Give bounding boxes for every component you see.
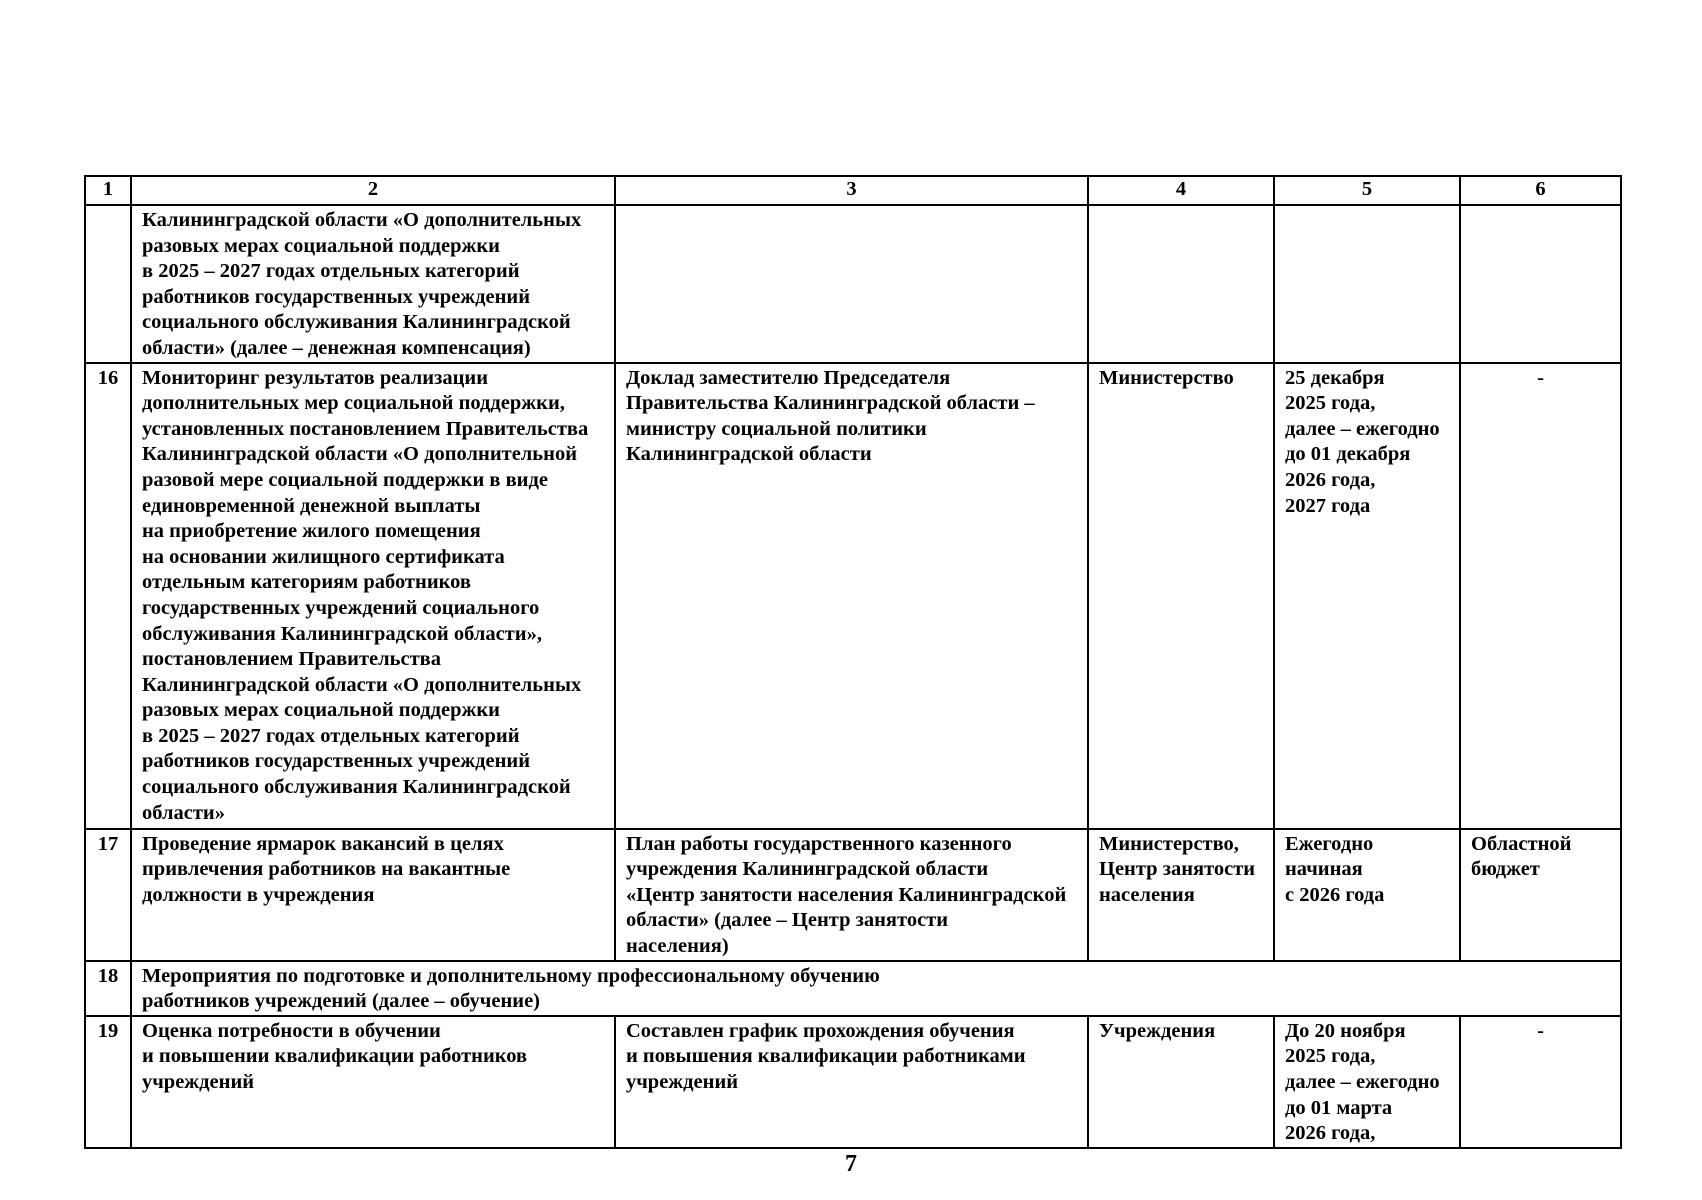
action-cell: Оценка потребности в обучении и повышении квалификации работников учреждений bbox=[131, 1016, 615, 1148]
funding-cell: Областной бюджет bbox=[1460, 829, 1621, 961]
funding-cell: - bbox=[1460, 363, 1621, 829]
responsible-cell bbox=[1088, 205, 1274, 363]
responsible-cell: Министерство, Центр занятости населения bbox=[1088, 829, 1274, 961]
row-number-cell: 16 bbox=[85, 363, 131, 829]
deadline-cell: Ежегодно начиная с 2026 года bbox=[1274, 829, 1460, 961]
deadline-cell: До 20 ноября 2025 года, далее – ежегодно до 01 марта 2026 года, bbox=[1274, 1016, 1460, 1148]
responsible-cell: Министерство bbox=[1088, 363, 1274, 829]
header-cell-3: 3 bbox=[615, 176, 1088, 205]
action-cell: Калининградской области «О дополнительных разовых мерах социальной поддержки в 2025 – 2027 годах отдельных категорий работников государственных учреждений социального обслуживания Калининградской области» (далее – денежная компенсация) bbox=[131, 205, 615, 363]
header-cell-6: 6 bbox=[1460, 176, 1621, 205]
plan-table bbox=[84, 175, 1622, 1149]
action-cell: Проведение ярмарок вакансий в целях привлечения работников на вакантные должности в учреждения bbox=[131, 829, 615, 961]
table-row-17 bbox=[85, 829, 1621, 961]
deadline-cell bbox=[1274, 205, 1460, 363]
row-number-cell: 18 bbox=[85, 961, 131, 1016]
table-row-18 bbox=[85, 961, 1621, 1016]
table-header-row bbox=[85, 176, 1621, 205]
result-cell: Доклад заместителю Председателя Правительства Калининградской области – министру социальной политики Калининградской области bbox=[615, 363, 1088, 829]
row-number-cell: 17 bbox=[85, 829, 131, 961]
funding-cell bbox=[1460, 205, 1621, 363]
page-number: 7 bbox=[845, 1151, 857, 1177]
funding-cell: - bbox=[1460, 1016, 1621, 1148]
section-heading-cell: Мероприятия по подготовке и дополнительному профессиональному обучению работников учреждений (далее – обучение) bbox=[131, 961, 1621, 1016]
result-cell bbox=[615, 205, 1088, 363]
row-number-cell bbox=[85, 205, 131, 363]
table-row-16 bbox=[85, 363, 1621, 829]
deadline-cell: 25 декабря 2025 года, далее – ежегодно до 01 декабря 2026 года, 2027 года bbox=[1274, 363, 1460, 829]
result-cell: План работы государственного казенного учреждения Калининградской области «Центр занятости населения Калининградской области» (далее – Центр занятости населения) bbox=[615, 829, 1088, 961]
table-row-continued bbox=[85, 205, 1621, 363]
header-cell-5: 5 bbox=[1274, 176, 1460, 205]
header-cell-4: 4 bbox=[1088, 176, 1274, 205]
header-cell-2: 2 bbox=[131, 176, 615, 205]
table-row-19 bbox=[85, 1016, 1621, 1148]
action-cell: Мониторинг результатов реализации дополнительных мер социальной поддержки, установленных постановлением Правительства Калининградской области «О дополнительной разовой мере социальной поддержки в виде единовременной денежной выплаты на приобретение жилого помещения на основании жилищного сертификата отдельным категориям работников государственных учреждений социального обслуживания Калининградской области», постановлением Правительства Калининградской области «О дополнительных разовых мерах социальной поддержки в 2025 – 2027 годах отдельных категорий работников государственных учреждений социального обслуживания Калининградской области» bbox=[131, 363, 615, 829]
row-number-cell: 19 bbox=[85, 1016, 131, 1148]
header-cell-1: 1 bbox=[85, 176, 131, 205]
result-cell: Составлен график прохождения обучения и повышения квалификации работниками учреждений bbox=[615, 1016, 1088, 1148]
responsible-cell: Учреждения bbox=[1088, 1016, 1274, 1148]
